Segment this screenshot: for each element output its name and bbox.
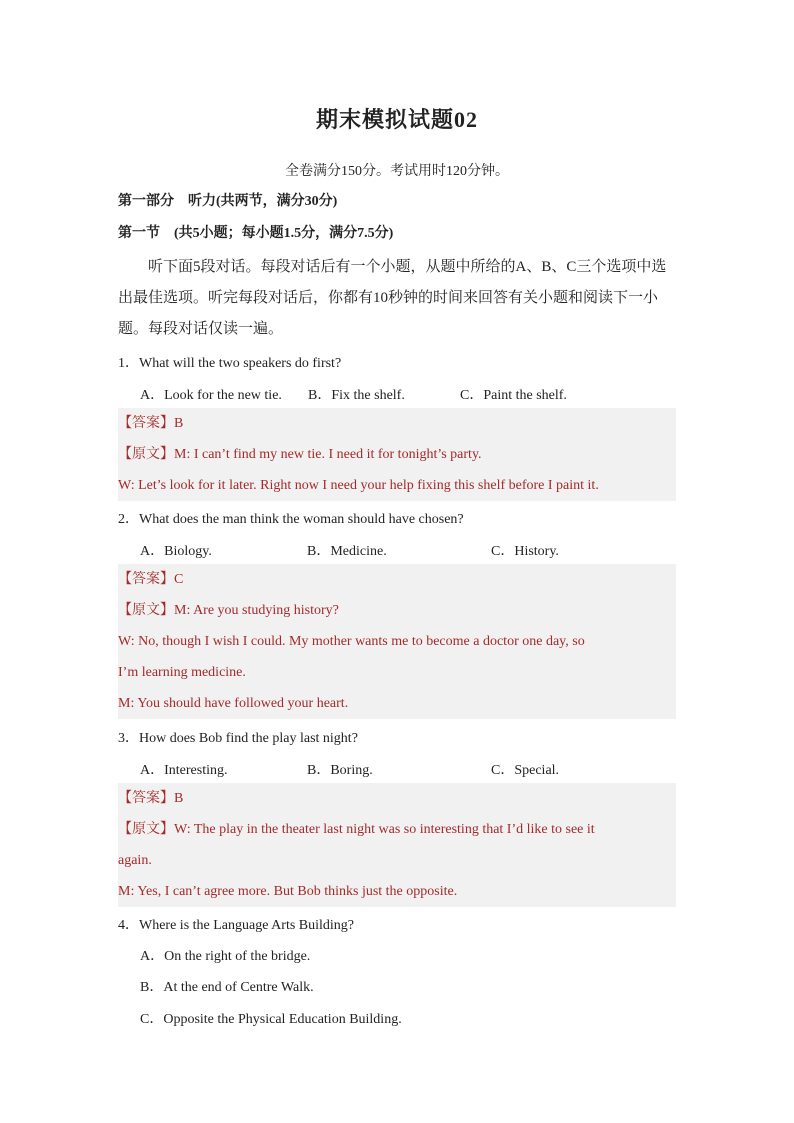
transcript-line: W: Let’s look for it later. Right now I need your help fixing this shelf before I paint it. bbox=[118, 478, 599, 493]
transcript-line: W: The play in the theater last night was so interesting that I’d like to see it bbox=[174, 822, 595, 837]
option-b: B．At the end of Centre Walk. bbox=[140, 980, 314, 995]
question-options bbox=[140, 759, 559, 779]
option-a: A．Interesting. bbox=[140, 763, 228, 778]
question-options bbox=[140, 384, 567, 404]
transcript-label: 【原文】 bbox=[118, 603, 174, 618]
transcript-line: M: Yes, I can’t agree more. But Bob thinks just the opposite. bbox=[118, 884, 458, 899]
option-c: C．Special. bbox=[491, 763, 560, 778]
option-a: A．On the right of the bridge. bbox=[140, 949, 311, 964]
answer-label: 【答案】 bbox=[118, 572, 174, 587]
transcript-line: W: No, though I wish I could. My mother wants me to become a doctor one day, so bbox=[118, 634, 585, 649]
transcript-line: M: I can’t find my new tie. I need it for tonight’s party. bbox=[174, 447, 482, 462]
transcript-line: M: Are you studying history? bbox=[174, 603, 339, 618]
question-stem: 1．What will the two speakers do first? bbox=[118, 356, 342, 371]
option-b: B．Fix the shelf. bbox=[308, 388, 405, 403]
option-a: A．Look for the new tie. bbox=[140, 388, 282, 403]
page-title: 期末模拟试题02 bbox=[315, 107, 478, 132]
answer-label: 【答案】 bbox=[118, 416, 174, 431]
answer-block bbox=[118, 564, 676, 719]
answer-block bbox=[118, 783, 676, 907]
answer-value: B bbox=[174, 791, 184, 806]
exam-info: 全卷满分150分。考试用时120分钟。 bbox=[285, 164, 509, 179]
answer-value: C bbox=[174, 572, 184, 587]
question-stem: 2．What does the man think the woman should have chosen? bbox=[118, 512, 464, 527]
option-c: C．History. bbox=[491, 544, 559, 559]
section-heading: 第一节 (共5小题；每小题1.5分，满分7.5分) bbox=[118, 226, 394, 241]
option-a: A．Biology. bbox=[140, 544, 212, 559]
answer-block bbox=[118, 408, 676, 501]
answer-value: B bbox=[174, 416, 184, 431]
question-stem: 3．How does Bob find the play last night? bbox=[118, 731, 358, 746]
transcript-label: 【原文】 bbox=[118, 822, 174, 837]
question-options bbox=[140, 540, 559, 560]
instructions: 听下面5段对话。每段对话后有一个小题，从题中所给的A、B、C三个选项中选出最佳选项。听完每段对话后，你都有10秒钟的时间来回答有关小题和阅读下一小题。每段对话仅读一遍。 bbox=[118, 259, 667, 337]
part-heading: 第一部分 听力(共两节，满分30分) bbox=[118, 194, 338, 209]
transcript-line: again. bbox=[118, 853, 152, 868]
option-c: C．Opposite the Physical Education Building. bbox=[140, 1012, 402, 1027]
transcript-label: 【原文】 bbox=[118, 447, 174, 462]
transcript-line: M: You should have followed your heart. bbox=[118, 696, 349, 711]
transcript-line: I’m learning medicine. bbox=[118, 665, 246, 680]
answer-label: 【答案】 bbox=[118, 791, 174, 806]
question-stem: 4．Where is the Language Arts Building? bbox=[118, 918, 354, 933]
option-b: B．Medicine. bbox=[307, 544, 387, 559]
option-b: B．Boring. bbox=[307, 763, 373, 778]
option-c: C．Paint the shelf. bbox=[460, 388, 567, 403]
